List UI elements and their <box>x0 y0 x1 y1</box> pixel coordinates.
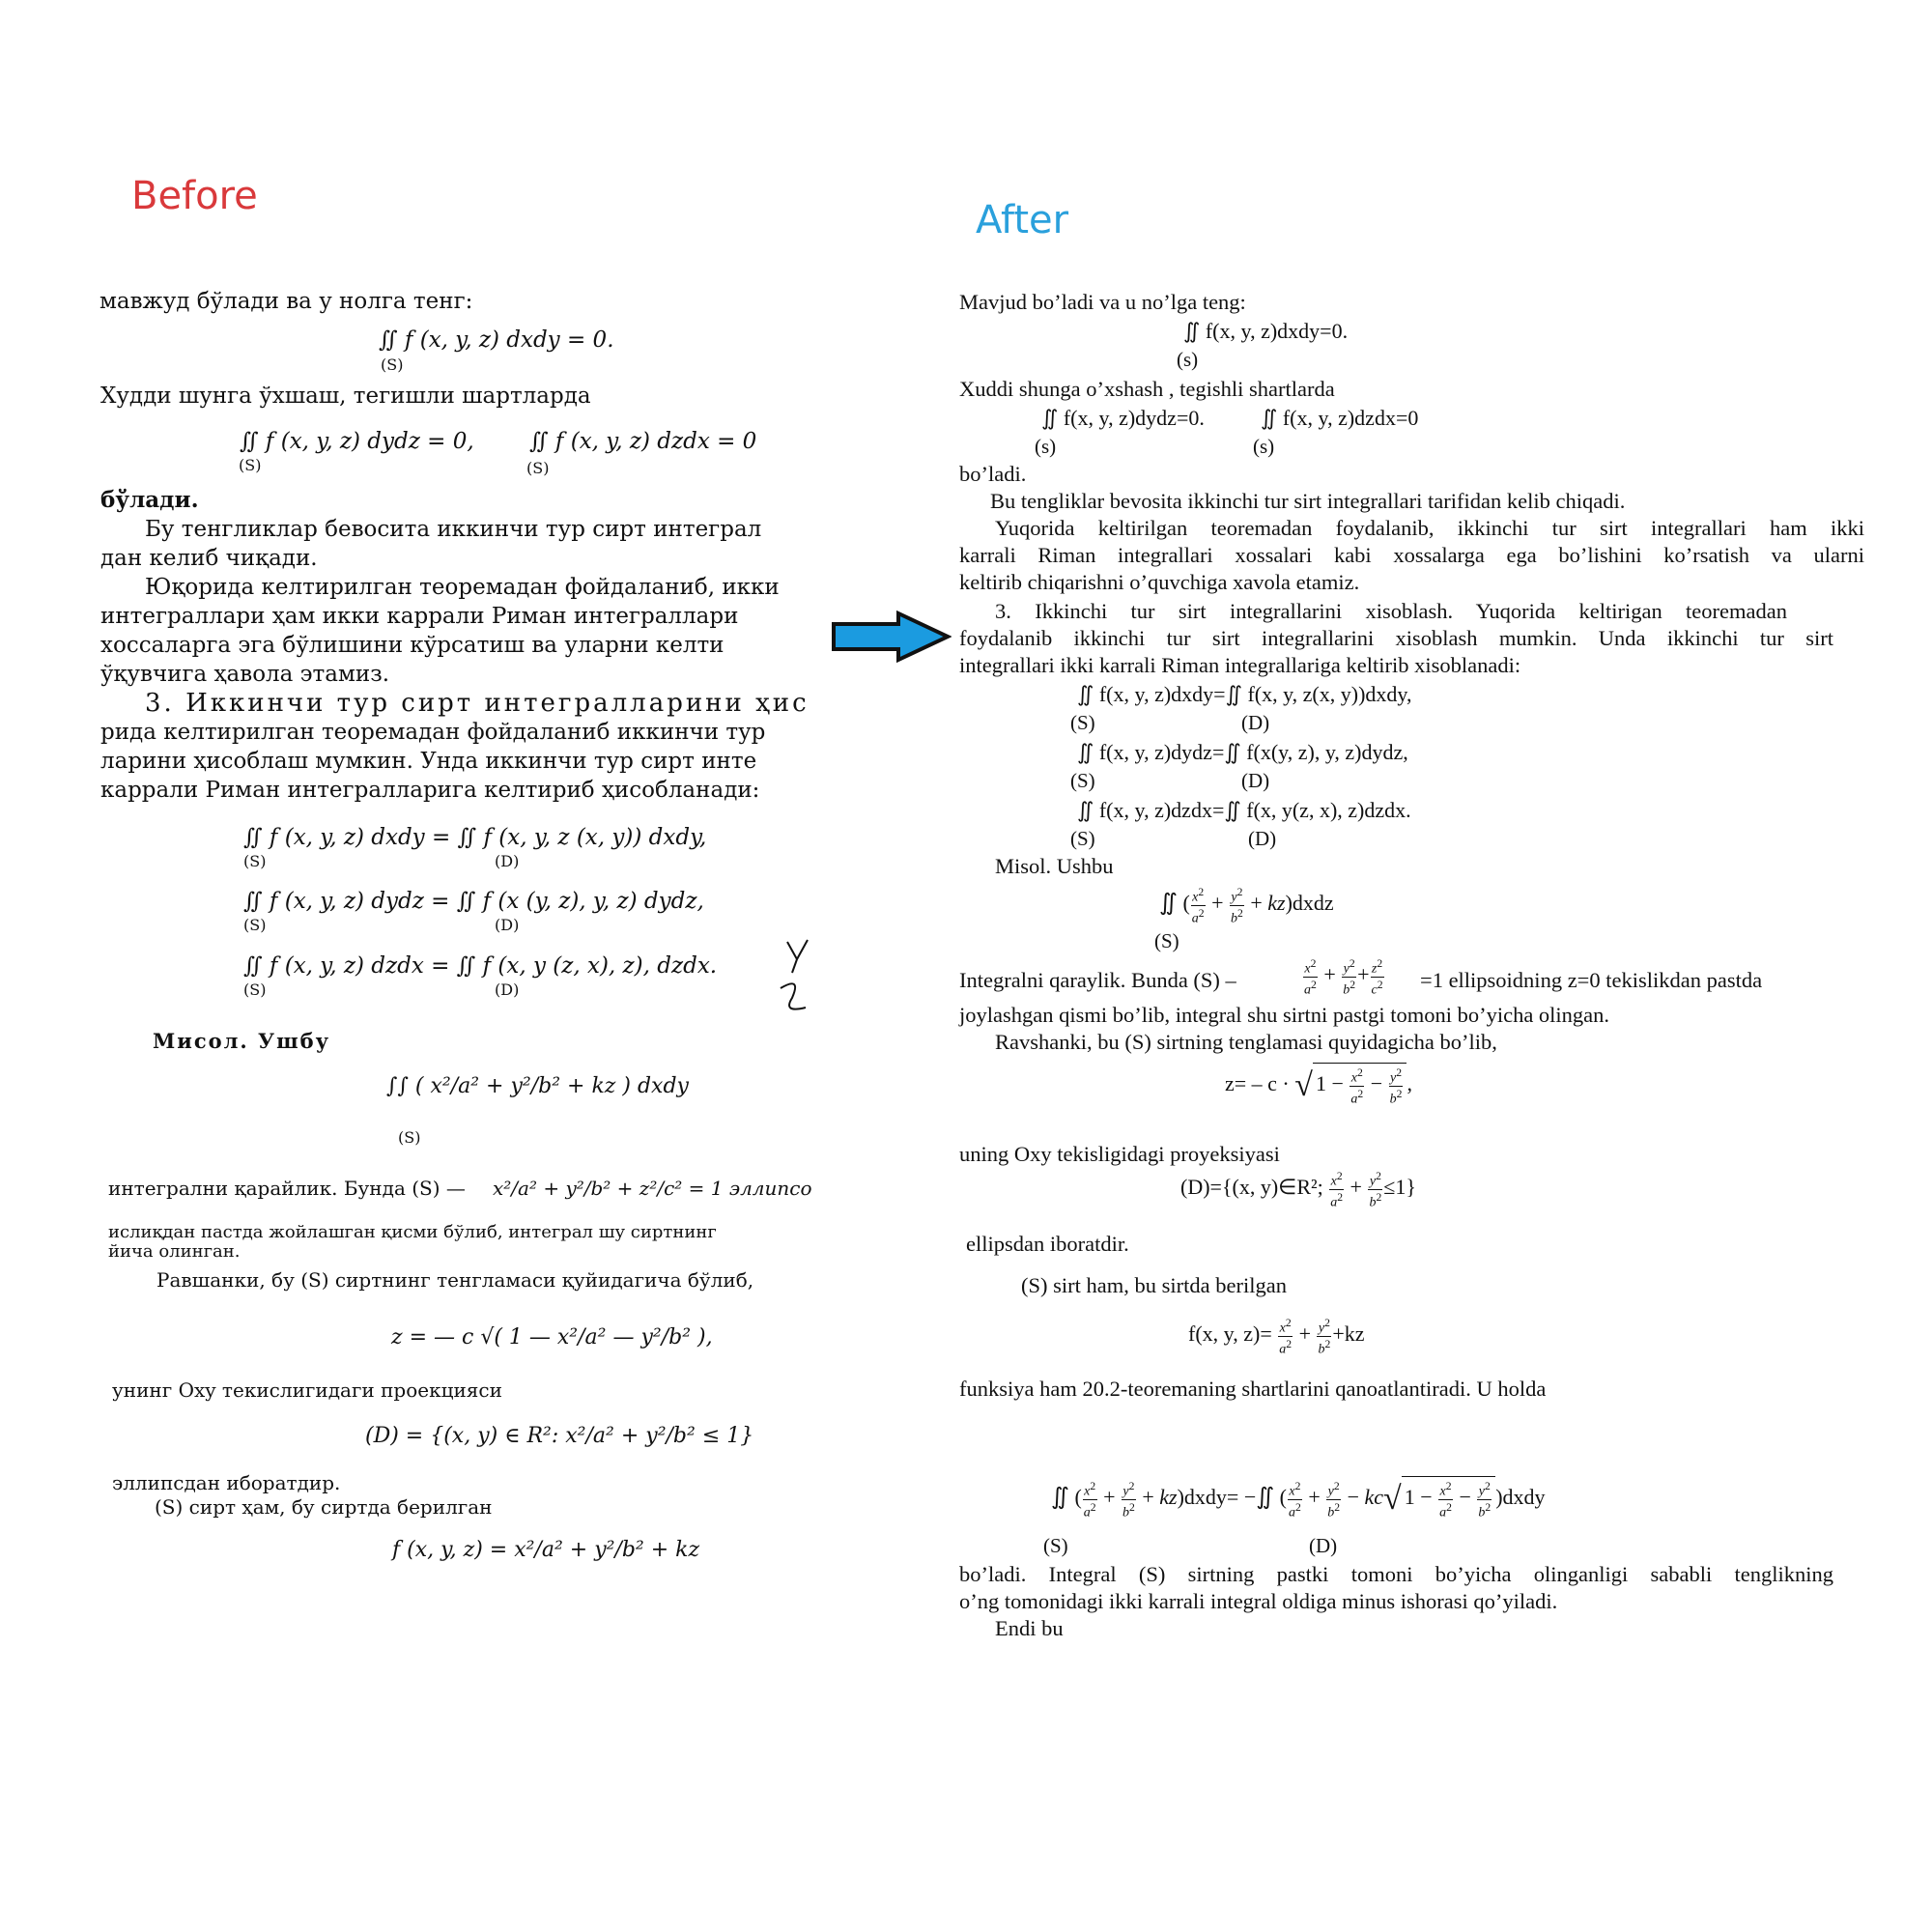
before-line: хоссаларга эга бўлишини кўрсатиш ва уларни келти <box>100 633 724 658</box>
before-formula: ∬ f (x, y, z) dzdx = ∬ f (x, y (z, x), z), dzdx. <box>243 953 718 979</box>
before-line: Равшанки, бу (S) сиртнинг тенгламаси қуйидагича бўлиб, <box>156 1268 754 1292</box>
before-line: ислиқдан пастда жойлашган қисми бўлиб, интеграл шу сиртнинг <box>108 1222 717 1242</box>
after-formula-prefix: (D)={(x, y)∈R²; <box>1180 1175 1323 1200</box>
before-line: дан келиб чиқади. <box>100 546 318 571</box>
before-subscript: (S) <box>526 459 550 477</box>
right-arrow-icon <box>831 611 952 663</box>
before-line: каррали Риман интегралларига келтириб ҳисобланади: <box>100 778 760 803</box>
before-subscript: (S) <box>398 1128 421 1147</box>
before-formula: ∬ f (x, y, z) dydz = 0, <box>240 429 474 454</box>
after-formula-prefix: f(x, y, z)= <box>1188 1321 1272 1347</box>
after-formula: f(x, y, z)= $\frac{x^2}{a^2}$ + $\frac{y^2}{b^2}$ +kz <box>1188 1317 1365 1357</box>
after-line: Ravshanki, bu (S) sirtning tenglamasi quyidagicha bo’lib, <box>995 1030 1497 1054</box>
after-line: keltirib chiqarishni o’quvchiga xavola etamiz. <box>959 570 1360 594</box>
before-subscript: (S) <box>243 852 267 870</box>
after-formula: ∬ ( $\frac{x^2}{a^2}$ + $\frac{y^2}{b^2}$ + kz)dxdz <box>1159 886 1334 926</box>
after-section-heading: 3. Ikkinchi tur sirt integrallarini xisoblash. Yuqorida keltirigan teoremadan <box>995 599 1787 623</box>
before-line: унинг Oxy текислигидаги проекцияси <box>112 1378 502 1402</box>
before-formula: ∬ f (x, y, z) dydz = ∬ f (x (y, z), y, z) dydz, <box>243 889 704 914</box>
before-subscript: (S) <box>243 916 267 934</box>
after-formula: ∬ f(x, y, z)dxdy=∬ f(x, y, z(x, y))dxdy, <box>1077 682 1412 706</box>
after-subscript: (S) <box>1070 711 1095 734</box>
before-formula: ∬ f (x, y, z) dxdy = 0. <box>379 327 614 353</box>
after-line: Endi bu <box>995 1616 1064 1640</box>
after-line: =1 ellipsoidning z=0 tekislikdan pastda <box>1420 968 1763 992</box>
before-line: Мисол. Ушбу <box>153 1029 331 1053</box>
before-formula: z = — c √( 1 — x²/a² — y²/b² ), <box>391 1325 713 1350</box>
after-subscript: (D) <box>1241 769 1270 792</box>
before-line: интегрални қарайлик. Бунда (S) — <box>108 1177 466 1200</box>
after-formula: z= – c · √ 1 − $\frac{x^2}{a^2}$ − $\frac{y^2}{b^2}$ , <box>1225 1063 1412 1106</box>
after-subscript: (D) <box>1248 827 1277 850</box>
before-subscript: (S) <box>381 355 404 374</box>
after-line: funksiya ham 20.2-teoremaning shartlarini qanoatlantiradi. U holda <box>959 1377 1547 1401</box>
before-formula: ∬ f (x, y, z) dxdy = ∬ f (x, y, z (x, y)) dxdy, <box>243 825 707 850</box>
before-formula: f (x, y, z) = x²/a² + y²/b² + kz <box>392 1538 700 1562</box>
before-section-heading: 3. Иккинчи тур сирт интегралларини ҳис <box>145 689 810 718</box>
after-line: foydalanib ikkinchi tur sirt integrallarini xisoblash mumkin. Unda ikkinchi tur sirt <box>959 626 1833 650</box>
after-subscript: (s) <box>1253 435 1275 458</box>
after-formula: ∬ f(x, y, z)dydz=∬ f(x(y, z), y, z)dydz, <box>1077 740 1408 764</box>
before-subscript: (D) <box>495 980 520 999</box>
after-line: Misol. Ushbu <box>995 854 1114 878</box>
before-line: Юқорида келтирилган теоремадан фойдаланиб, икки <box>145 575 780 600</box>
after-line: karrali Riman integrallari xossalari kabi xossalarga ega bo’lishini ko’rsatish va ularni <box>959 543 1864 567</box>
handwritten-mark <box>763 932 821 1019</box>
after-subscript: (D) <box>1241 711 1270 734</box>
after-line: Yuqorida keltirilgan teoremadan foydalanib, ikkinchi tur sirt integrallari ham ikki <box>995 516 1864 540</box>
after-line: Xuddi shunga o’xshash , tegishli shartlarda <box>959 377 1335 401</box>
after-formula: ∬ f(x, y, z)dydz=0. <box>1041 406 1205 430</box>
after-line: (S) sirt ham, bu sirtda berilgan <box>1021 1273 1287 1297</box>
after-line: Integralni qaraylik. Bunda (S) – <box>959 968 1236 992</box>
after-subscript: (D) <box>1309 1534 1338 1557</box>
before-line: Худди шунга ўхшаш, тегишли шартларда <box>100 384 591 409</box>
before-line: эллипсдан иборатдир. <box>112 1471 341 1494</box>
after-formula-prefix: z= – c · <box>1225 1071 1290 1096</box>
after-subscript: (S) <box>1070 827 1095 850</box>
before-line: рида келтирилган теоремадан фойдаланиб иккинчи тур <box>100 720 766 745</box>
before-subscript: (S) <box>243 980 267 999</box>
after-formula: ∬ f(x, y, z)dxdy=0. <box>1183 319 1349 343</box>
before-line: ўқувчига ҳавола этамиз. <box>100 662 390 687</box>
before-line: мавжуд бўлади ва у нолга тенг: <box>99 289 473 314</box>
after-subscript: (S) <box>1154 929 1179 952</box>
after-subscript: (s) <box>1035 435 1057 458</box>
after-formula: (D)={(x, y)∈R²; $\frac{x^2}{a^2}$ + $\frac{y^2}{b^2}$ ≤1} <box>1180 1170 1416 1210</box>
before-formula: ∫∫ ( x²/a² + y²/b² + kz ) dxdy <box>386 1074 689 1098</box>
after-formula: $\frac{x^2}{a^2}$ + $\frac{y^2}{b^2}$ + $\frac{z^2}{c^2}$ <box>1304 957 1383 998</box>
after-formula: ∬ f(x, y, z)dzdx=0 <box>1261 406 1419 430</box>
before-line: (S) сирт ҳам, бу сиртда берилган <box>155 1495 493 1519</box>
after-line: bo’ladi. Integral (S) sirtning pastki tomoni bo’yicha olinganligi sababli tenglikning <box>959 1562 1833 1586</box>
before-formula: ∬ f (x, y, z) dzdx = 0 <box>529 429 757 454</box>
before-line: ларини ҳисоблаш мумкин. Унда иккинчи тур сирт инте <box>100 749 757 774</box>
after-subscript: (s) <box>1177 348 1199 371</box>
before-line: Бу тенгликлар бевосита иккинчи тур сирт интеграл <box>145 517 762 542</box>
after-line: Mavjud bo’ladi va u no’lga teng: <box>959 290 1246 314</box>
before-subscript: (D) <box>495 916 520 934</box>
before-formula: x²/a² + y²/b² + z²/c² = 1 эллипсо <box>493 1177 812 1200</box>
before-line: бўлади. <box>100 487 199 513</box>
after-line: bo’ladi. <box>959 462 1027 486</box>
after-line: o’ng tomonidagi ikki karrali integral oldiga minus ishorasi qo’yiladi. <box>959 1589 1558 1613</box>
before-formula: (D) = {(x, y) ∈ R²: x²/a² + y²/b² ≤ 1} <box>365 1424 754 1448</box>
after-label: After <box>976 198 1069 242</box>
before-subscript: (D) <box>495 852 520 870</box>
after-line: uning Oxy tekisligidagi proyeksiyasi <box>959 1142 1280 1166</box>
after-subscript: (S) <box>1043 1534 1068 1557</box>
before-label: Before <box>131 174 258 218</box>
after-formula: ∬ ( $\frac{x^2}{a^2}$ + $\frac{y^2}{b^2}$ + kz)dxdy= −∬ ( $\frac{x^2}{a^2}$ + $\frac{y^2}{b^2}$ − kc√ 1 − $\frac{x^2}{a^2}$ − $\frac{y^2}{b^2}$ )dxdy <box>1051 1476 1546 1520</box>
after-formula: ∬ f(x, y, z)dzdx=∬ f(x, y(z, x), z)dzdx. <box>1077 798 1411 822</box>
after-line: integrallari ikki karrali Riman integrallariga keltirib xisoblanadi: <box>959 653 1521 677</box>
before-line: йича олинган. <box>108 1241 241 1262</box>
before-line: интеграллари ҳам икки каррали Риман интеграллари <box>100 604 739 629</box>
after-subscript: (S) <box>1070 769 1095 792</box>
before-subscript: (S) <box>239 456 262 474</box>
after-line: joylashgan qismi bo’lib, integral shu sirtni pastgi tomoni bo’yicha olingan. <box>959 1003 1610 1027</box>
after-line: ellipsdan iboratdir. <box>966 1232 1129 1256</box>
after-line: Bu tengliklar bevosita ikkinchi tur sirt integrallari tarifidan kelib chiqadi. <box>990 489 1626 513</box>
